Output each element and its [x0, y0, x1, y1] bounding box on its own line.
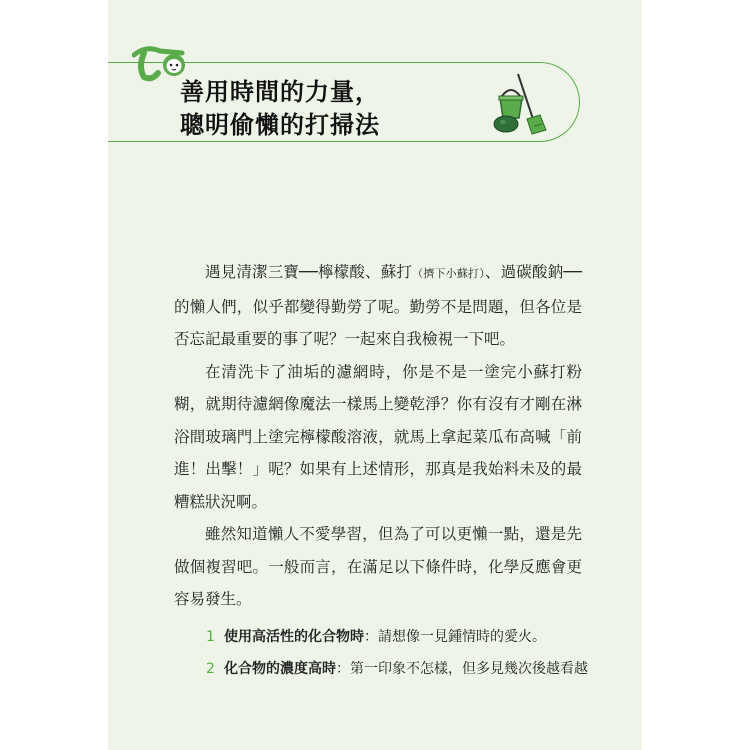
list-term: 使用高活性的化合物時: [224, 629, 364, 645]
list-description: ：請想像一見鍾情時的愛火。: [364, 629, 546, 645]
list-item: [206, 653, 586, 685]
body-text: [174, 256, 582, 616]
list-number: 2: [206, 661, 215, 677]
book-page: [108, 0, 642, 750]
list-description: ：第一印象不怎樣，但多見幾次後越看越: [336, 661, 588, 677]
page-title-line2: 聰明偷懶的打掃法: [180, 111, 380, 139]
paragraph: 在清洗卡了油垢的濾網時，你是不是一塗完小蘇打粉糊，就期待濾網像魔法一樣馬上變乾淨？你有沒有才剛在淋浴間玻璃門上塗完檸檬酸溶液，就馬上拿起菜瓜布高喊「前進！出擊！」呢？如果有上述情形，那真是我始料未及的最糟糕狀況啊。: [174, 362, 582, 511]
bucket-broom-icon: [490, 72, 554, 136]
condition-list: [206, 621, 586, 685]
list-term: 化合物的濃度高時: [224, 661, 336, 677]
list-item: [206, 621, 586, 653]
page-title-line1: 善用時間的力量，: [180, 78, 380, 106]
list-number: 1: [206, 629, 215, 645]
paragraph: 雖然知道懶人不愛學習，但為了可以更懶一點，還是先做個複習吧。一般而言，在滿足以下條件時，化學反應會更容易發生。: [174, 525, 582, 608]
paragraph: 遇見清潔三寶──檸檬酸、蘇打（擠下小蘇打）、過碳酸鈉──的懶人們，似乎都變得勤勞了呢。勤勞不是問題，但各位是否忘記最重要的事了呢？一起來自我檢視一下吧。: [174, 263, 583, 348]
inline-note: （擠下小蘇打）: [412, 267, 485, 280]
